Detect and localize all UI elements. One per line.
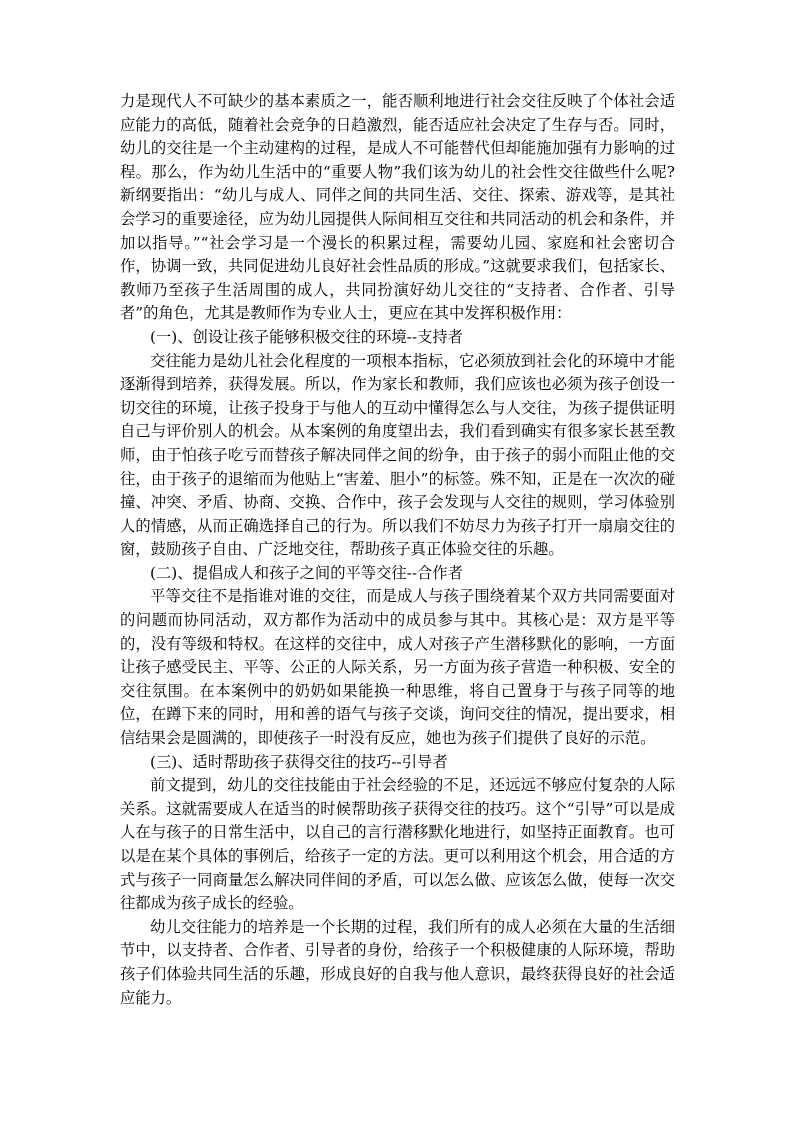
section-3-heading: (三)、适时帮助孩子获得交往的技巧--引导者 bbox=[150, 752, 448, 771]
section-1-body: 交往能力是幼儿社会化程度的一项根本指标，它必须放到社会化的环境中才能逐渐得到培养，获得发展。所以，作为家长和教师，我们应该也必须为孩子创设一切交往的环境，让孩子投身于与他人的互动中懂得怎么与人交往，为孩子提供证明自己与评价别人的机会。从本案例的角度望出去，我们看到确实有很多家长甚至教师，由于怕孩子吃亏而替孩子解决同伴之间的纷争，由于孩子的弱小而阻止他的交往，由于孩子的退缩而为他贴上“害羞、胆小”的标签。殊不知，正是在一次次的碰撞、冲突、矛盾、协商、交换、合作中，孩子会发现与人交往的规则，学习体验别人的情感，从而正确选择自己的行为。所以我们不妨尽力为孩子打开一扇扇交往的窗，鼓励孩子自由、广泛地交往，帮助孩子真正体验交往的乐趣。 bbox=[120, 351, 675, 559]
section-3-body: 前文提到，幼儿的交往技能由于社会经验的不足，还远远不够应付复杂的人际关系。这就需要成人在适当的时候帮助孩子获得交往的技巧。这个“引导”可以是成人在与孩子的日常生活中，以自己的言行潜移默化地进行，如坚持正面教育。也可以是在某个具体的事例后，给孩子一定的方法。更可以利用这个机会，用合适的方式与孩子一同商量怎么解决同伴间的矛盾，可以怎么做、应该怎么做，使每一次交往都成为孩子成长的经验。 bbox=[120, 776, 675, 913]
section-2-body: 平等交往不是指谁对谁的交往，而是成人与孩子围绕着某个双方共同需要面对的问题而协同活动，双方都作为活动中的成员参与其中。其核心是：双方是平等的，没有等级和特权。在这样的交往中，成人对孩子产生潜移默化的影响，一方面让孩子感受民主、平等、公正的人际关系，另一方面为孩子营造一种积极、安全的交往氛围。在本案例中的奶奶如果能换一种思维，将自己置身于与孩子同等的地位，在蹲下来的同时，用和善的语气与孩子交谈，询问交往的情况，提出要求，相信结果会是圆满的，即使孩子一时没有反应，她也为孩子们提供了良好的示范。 bbox=[120, 587, 675, 748]
document-page bbox=[120, 90, 675, 1010]
section-2-heading: (二)、提倡成人和孩子之间的平等交往--合作者 bbox=[150, 563, 463, 582]
intro-paragraph: 力是现代人不可缺少的基本素质之一，能否顺利地进行社会交往反映了个体社会适应能力的高低，随着社会竞争的日趋激烈，能否适应社会决定了生存与否。同时，幼儿的交往是一个主动建构的过程，是成人不可能替代但却能施加强有力影响的过程。那么，作为幼儿生活中的“重要人物”我们该为幼儿的社会性交往做些什么呢?新纲要指出：“幼儿与成人、同伴之间的共同生活、交往、探索、游戏等，是其社会学习的重要途径，应为幼儿园提供人际间相互交往和共同活动的机会和条件，并加以指导。”“社会学习是一个漫长的积累过程，需要幼儿园、家庭和社会密切合作，协调一致，共同促进幼儿良好社会性品质的形成。”这就要求我们，包括家长、教师乃至孩子生活周围的成人，共同扮演好幼儿交往的“支持者、合作者、引导者”的角色，尤其是教师作为专业人士，更应在其中发挥积极作用： bbox=[120, 92, 675, 323]
section-1-heading: (一)、创设让孩子能够积极交往的环境--支持者 bbox=[150, 327, 463, 346]
conclusion-paragraph: 幼儿交往能力的培养是一个长期的过程，我们所有的成人必须在大量的生活细节中，以支持者、合作者、引导者的身份，给孩子一个积极健康的人际环境，帮助孩子们体验共同生活的乐趣，形成良好的自我与他人意识，最终获得良好的社会适应能力。 bbox=[120, 917, 675, 1007]
